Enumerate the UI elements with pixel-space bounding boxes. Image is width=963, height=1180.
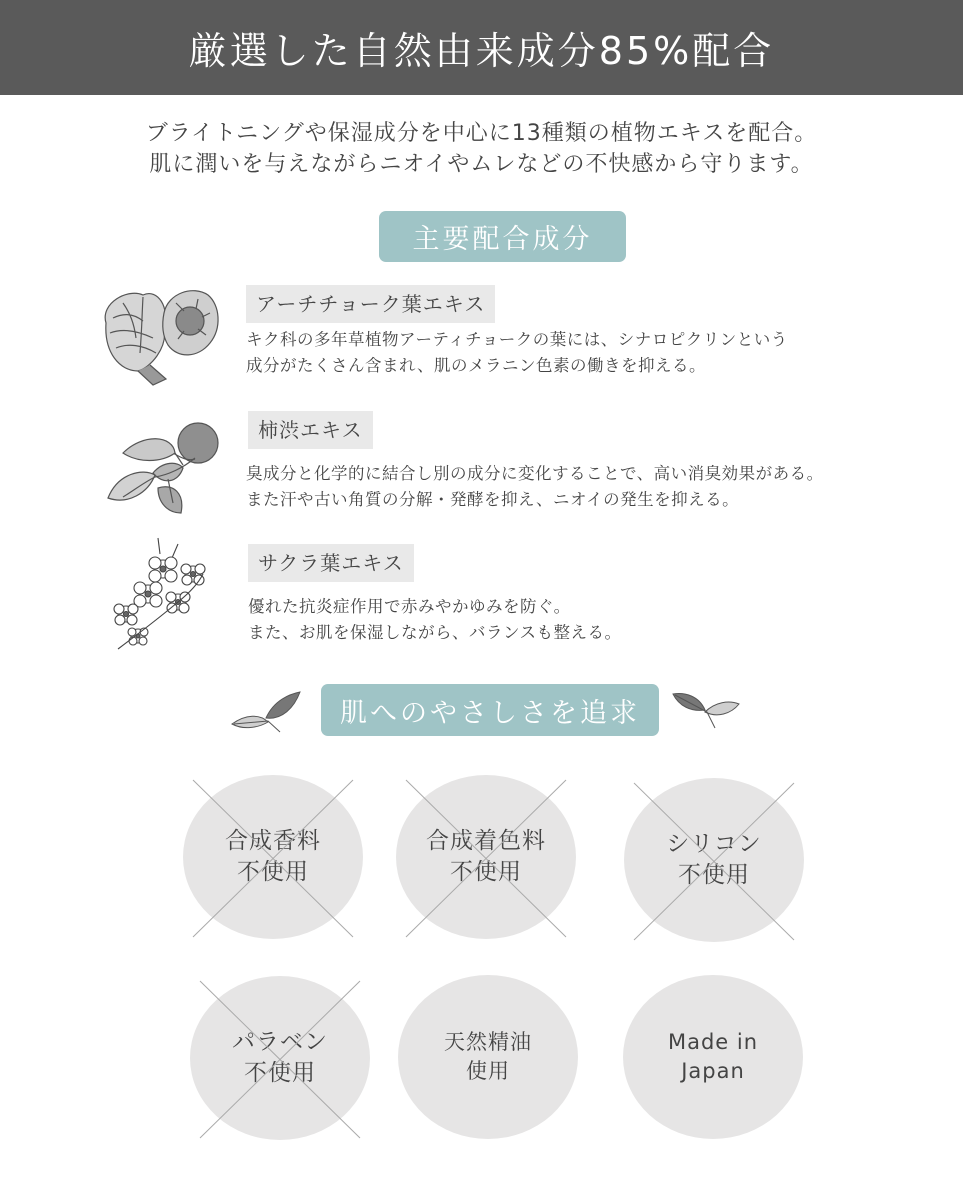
badge-label: パラベン — [232, 1029, 328, 1055]
ingredient-desc-line: 優れた抗炎症作用で赤みやかゆみを防ぐ。 — [248, 597, 571, 616]
ingredient-desc-line: また、お肌を保湿しながら、バランスも整える。 — [248, 623, 622, 642]
page-header — [0, 0, 963, 95]
badge-no-synthetic-fragrance — [183, 775, 363, 939]
ingredient-desc-line: 成分がたくさん含まれ、肌のメラニン色素の働きを抑える。 — [246, 356, 706, 375]
ingredient-description — [248, 594, 622, 646]
main-ingredients-heading-text: 主要配合成分 — [412, 224, 593, 255]
ingredient-description — [246, 461, 824, 513]
badge-label: 合成香料 — [225, 828, 321, 854]
artichoke-icon — [98, 283, 223, 391]
cross-mark — [376, 765, 596, 949]
badge-label: Made in — [667, 1030, 759, 1054]
cross-mark — [163, 765, 383, 949]
gentle-heading-text: 肌へのやさしさを追求 — [340, 697, 640, 729]
ingredient-name: サクラ葉エキス — [248, 544, 414, 582]
ingredient-desc-line: キク科の多年草植物アーティチョークの葉には、シナロピクリンという — [246, 330, 788, 349]
cross-mark — [604, 768, 824, 952]
ingredient-name: 柿渋エキス — [248, 411, 373, 449]
cherry-blossom-icon — [108, 534, 218, 656]
badge-no-paraben — [190, 976, 370, 1140]
intro-text — [0, 118, 963, 180]
persimmon-icon — [103, 413, 223, 521]
ingredient-description — [246, 327, 788, 379]
badge-label: 不使用 — [450, 859, 522, 885]
page-title: 厳選した自然由来成分85%配合 — [188, 29, 775, 73]
badge-label: 天然精油 — [444, 1030, 532, 1054]
badge-label: シリコン — [666, 831, 762, 857]
intro-line: 肌に潤いを与えながらニオイやムレなどの不快感から守ります。 — [149, 152, 814, 177]
main-ingredients-heading — [379, 211, 626, 262]
badge-label: 使用 — [466, 1059, 510, 1083]
badge-no-silicone — [624, 778, 804, 942]
ingredient-desc-line: 臭成分と化学的に結合し別の成分に変化することで、高い消臭効果がある。 — [246, 464, 824, 483]
gentle-heading — [321, 684, 659, 736]
badge-label: Japan — [681, 1059, 745, 1083]
intro-line: ブライトニングや保湿成分を中心に13種類の植物エキスを配合。 — [145, 121, 818, 146]
badge-label: 不使用 — [678, 862, 750, 888]
ingredient-name: アーチチョーク葉エキス — [246, 285, 495, 323]
badge-made-in-japan — [623, 975, 803, 1139]
cross-mark — [170, 966, 390, 1150]
badge-label: 不使用 — [237, 859, 309, 885]
ingredient-desc-line: また汗や古い角質の分解・発酵を抑え、ニオイの発生を抑える。 — [246, 490, 740, 509]
badge-natural-essential-oil — [398, 975, 578, 1139]
badge-label: 不使用 — [244, 1060, 316, 1086]
badge-no-synthetic-colorant — [396, 775, 576, 939]
leaf-left-icon — [228, 688, 302, 734]
leaf-right-icon — [671, 686, 741, 732]
badge-label: 合成着色料 — [426, 828, 546, 854]
